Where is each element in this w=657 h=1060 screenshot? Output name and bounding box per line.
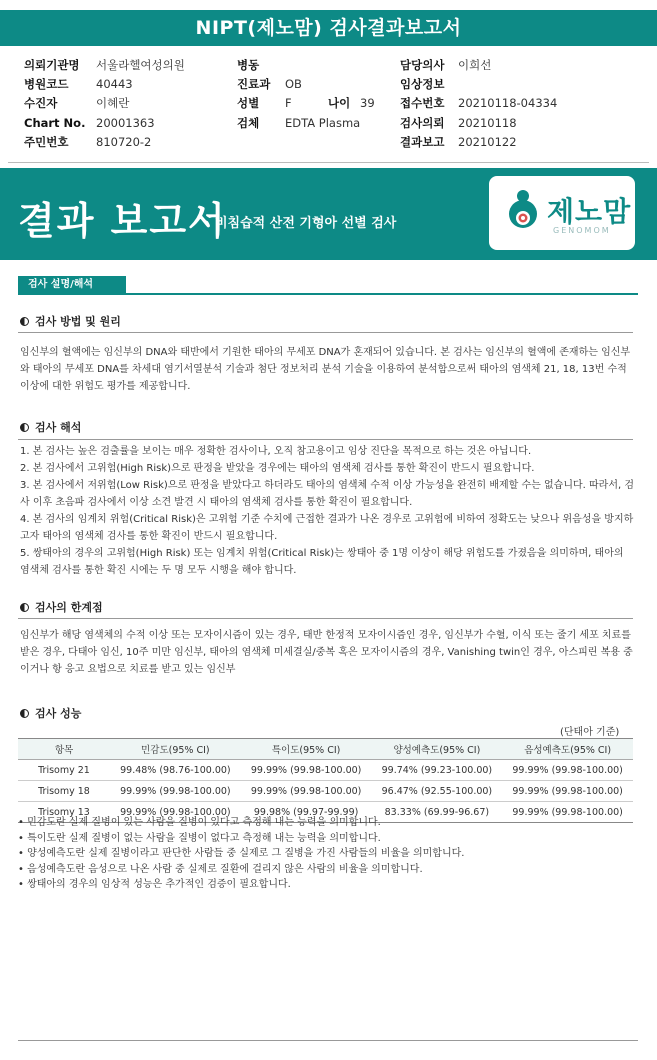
section-underline xyxy=(18,293,638,295)
info-sex: 성별 F xyxy=(237,96,292,110)
table-cell: 99.99% (99.98-100.00) xyxy=(502,802,633,823)
info-specimen: 검체 EDTA Plasma xyxy=(237,116,361,130)
interpretation-rule xyxy=(18,439,633,440)
table-cell: 99.99% (99.98-100.00) xyxy=(241,760,372,781)
column-header: 민감도(95% CI) xyxy=(110,739,241,760)
info-department: 진료과 OB xyxy=(237,77,302,91)
banner-title: 결과 보고서 xyxy=(18,199,227,243)
note-item: • 양성예측도란 실제 질병이라고 판단한 사람들 중 실제로 그 질병을 가진 사람들의 비율을 의미합니다. xyxy=(18,848,465,859)
list-item: 4. 본 검사의 임계치 위험(Critical Risk)은 고위험 기준 수치에 근접한 결과가 나온 경우로 고위험에 비하여 정확도는 낮으나 위음성을 방지하고자 태아의 염색체 검사를 통한 확진이 반드시 필요합니다. xyxy=(20,514,634,542)
column-header: 항목 xyxy=(18,739,110,760)
table-cell: Trisomy 13 xyxy=(18,802,110,823)
banner-subtitle: 비침습적 산전 기형아 선별 검사 xyxy=(215,216,397,231)
table-cell: Trisomy 21 xyxy=(18,760,110,781)
note-item: • 특이도란 실제 질병이 없는 사람을 질병이 없다고 측정해 내는 능력을 의미합니다. xyxy=(18,832,381,844)
list-item: 1. 본 검사는 높은 검출률을 보이는 매우 정확한 검사이나, 오직 참고용이고 임상 진단을 목적으로 하는 것은 아닙니다. xyxy=(20,446,532,457)
method-rule xyxy=(18,332,633,333)
table-cell: 83.33% (69.99-96.67) xyxy=(372,802,503,823)
half-circle-bullet-icon xyxy=(20,317,29,326)
column-header: 특이도(95% CI) xyxy=(241,739,372,760)
limits-text: 임신부가 해당 염색체의 수적 이상 또는 모자이시즘이 있는 경우, 태반 한정적 모자이시즘인 경우, 임신부가 수혈, 이식 또는 줄기 세포 치료를 받은 경우, 다태아 임신, 10주 미만 임신부, 태아의 염색체 미세결실/중복 혹은 모자이시즘의 경우, Vanishing twin인 경우, 아스피린 복용 중이거나 항 응고 요법으로 치료를 받고 있는 임신부 xyxy=(20,630,633,675)
report-title: NIPT(제노맘) 검사결과보고서 xyxy=(0,10,657,46)
table-row xyxy=(18,781,633,802)
performance-table xyxy=(18,738,633,823)
info-clinical: 임상정보 xyxy=(400,77,445,91)
list-item: 5. 쌍태아의 경우의 고위험(High Risk) 또는 임계치 위험(Critical Risk)는 쌍태아 중 1명 이상이 해당 위험도를 가졌음을 의미하며, 태아의 염색체 검사를 통한 확진 시에는 두 명 모두 시행을 해야 합니다. xyxy=(20,548,624,576)
info-chart-no: Chart No. 20001363 xyxy=(24,116,155,130)
half-circle-bullet-icon xyxy=(20,709,29,718)
method-heading: 검사 방법 및 원리 xyxy=(20,313,121,329)
table-cell: 99.99% (99.98-100.00) xyxy=(110,781,241,802)
list-item: 2. 본 검사에서 고위험(High Risk)으로 판정을 받았을 경우에는 태아의 염색체 검사를 통한 확진이 반드시 필요합니다. xyxy=(20,463,535,474)
info-doctor: 담당의사 이희선 xyxy=(400,58,492,72)
table-row xyxy=(18,760,633,781)
table-cell: 99.99% (99.98-100.00) xyxy=(502,781,633,802)
info-divider xyxy=(8,162,649,163)
half-circle-bullet-icon xyxy=(20,423,29,432)
column-header: 음성예측도(95% CI) xyxy=(502,739,633,760)
logo-text: 제노맘 xyxy=(547,195,632,228)
info-hospital: 의뢰기관명 서울라헬여성의원 xyxy=(24,58,185,72)
limits-heading: 검사의 한계점 xyxy=(20,599,103,615)
note-item: • 음성예측도란 음성으로 나온 사람 중 실제로 질환에 걸리지 않은 사람의 비율을 의미합니다. xyxy=(18,863,423,875)
half-circle-bullet-icon xyxy=(20,603,29,612)
performance-heading: 검사 성능 xyxy=(20,705,81,721)
info-request-date: 검사의뢰 20210118 xyxy=(400,116,517,130)
info-hospital-code: 병원코드 40443 xyxy=(24,77,133,91)
limits-rule xyxy=(18,618,633,619)
info-ward: 병동 xyxy=(237,58,260,72)
table-cell: 99.99% (99.98-100.00) xyxy=(110,802,241,823)
info-receipt-no: 접수번호 20210118-04334 xyxy=(400,96,558,110)
table-cell: 99.99% (99.98-100.00) xyxy=(502,760,633,781)
table-cell: 99.74% (99.23-100.00) xyxy=(372,760,503,781)
section-tab: 검사 설명/해석 xyxy=(18,276,126,294)
interpretation-heading: 검사 해석 xyxy=(20,419,81,435)
list-item: 3. 본 검사에서 저위험(Low Risk)으로 판정을 받았다고 하더라도 태아의 염색체 수적 이상 가능성을 완전히 배제할 수는 없습니다. 따라서, 검사 이후 초음파 검사에서 이상 소견 발견 시 태아의 염색체 검사를 통한 확진이 필요합니다. xyxy=(20,480,634,508)
info-report-date: 결과보고 20210122 xyxy=(400,135,517,149)
note-item: • 쌍태아의 경우의 임상적 성능은 추가적인 검증이 필요합니다. xyxy=(18,879,291,890)
bottom-divider xyxy=(18,1040,638,1041)
table-header-row xyxy=(18,739,633,760)
table-cell: 99.99% (99.98-100.00) xyxy=(241,781,372,802)
note-item: • 민감도란 실제 질병이 있는 사람을 질병이 있다고 측정해 내는 능력을 의미합니다. xyxy=(18,817,381,828)
info-patient: 수진자 이혜란 xyxy=(24,96,130,110)
column-header: 양성예측도(95% CI) xyxy=(372,739,503,760)
mother-baby-logo-icon xyxy=(503,188,543,236)
performance-notes xyxy=(18,815,464,893)
info-age: 나이 39 xyxy=(328,96,375,110)
unit-note: (단태아 기준) xyxy=(560,727,620,738)
table-cell: 99.98% (99.97-99.99) xyxy=(241,802,372,823)
method-text: 임신부의 혈액에는 임신부의 DNA와 태반에서 기원한 태아의 무세포 DNA가 혼재되어 있습니다. 본 검사는 임신부의 혈액에 존재하는 임신부와 태아의 무세포 DNA를 차세대 염기서열분석 기술과 첨단 정보처리 분석 기술을 이용하여 분석함으로써 태아의 염색체 21, 18, 13번 수적 이상에 대한 위험도 평가를 제공합니다. xyxy=(20,347,631,392)
genomom-logo xyxy=(489,176,635,250)
logo-subtext: GENOMOM xyxy=(553,226,611,235)
table-cell: Trisomy 18 xyxy=(18,781,110,802)
table-cell: 96.47% (92.55-100.00) xyxy=(372,781,503,802)
table-cell: 99.48% (98.76-100.00) xyxy=(110,760,241,781)
interpretation-list xyxy=(20,443,635,579)
info-resident-no: 주민번호 810720-2 xyxy=(24,135,152,149)
